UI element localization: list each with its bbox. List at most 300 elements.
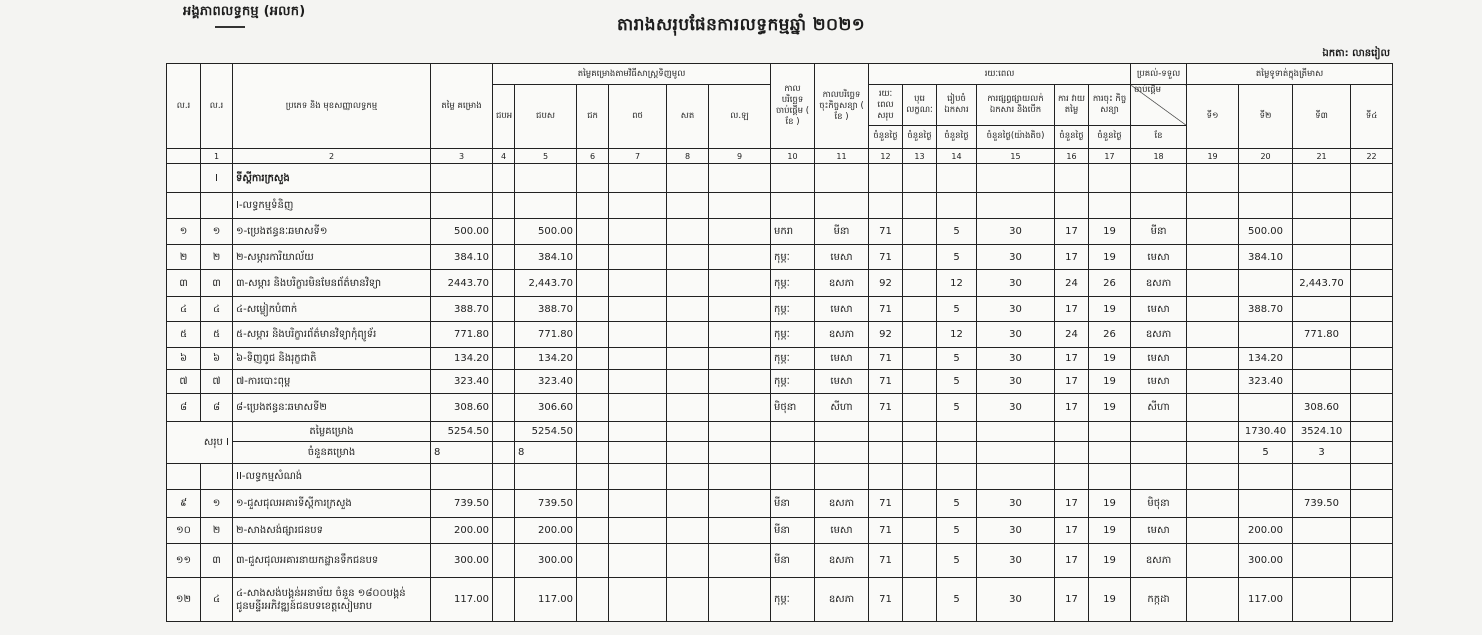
row-no: ២ xyxy=(167,245,201,270)
header-row-1 xyxy=(167,64,1393,85)
empty-cell xyxy=(1055,422,1089,442)
colnum-4: 4 xyxy=(493,149,515,164)
empty-cell xyxy=(1089,422,1131,442)
colnum-16: 16 xyxy=(1055,149,1089,164)
colnum-14: 14 xyxy=(937,149,977,164)
empty-cell xyxy=(577,297,609,322)
col-header-delivery-start xyxy=(1131,85,1187,126)
row-no: ៧ xyxy=(167,370,201,394)
row-delivery-month: មេសា xyxy=(1131,245,1187,270)
row-total-days: 71 xyxy=(869,245,903,270)
empty-cell xyxy=(1055,442,1089,464)
row-sign-days: 19 xyxy=(1089,544,1131,578)
row-total-days: 71 xyxy=(869,394,903,422)
row-total-days: 71 xyxy=(869,297,903,322)
row-sign-days: 19 xyxy=(1089,518,1131,544)
column-number-row xyxy=(167,149,1393,164)
delivery-start-label: ចាប់ផ្តើម xyxy=(1134,85,1162,95)
empty-cell xyxy=(577,348,609,370)
empty-cell xyxy=(1187,164,1239,193)
colnum-6: 6 xyxy=(577,149,609,164)
empty-cell xyxy=(903,490,937,518)
empty-cell xyxy=(1187,442,1239,464)
unit-days-min: ចំនួនថ្ងៃ(យ៉ាងតិច) xyxy=(977,126,1055,149)
row-publish-days: 30 xyxy=(977,490,1055,518)
row-estimate: 200.00 xyxy=(431,518,493,544)
row-item-name: ១-ជួសជុលអគារទីស្តីការក្រសួង xyxy=(233,490,431,518)
colnum-8: 8 xyxy=(667,149,709,164)
row-contract-month: មេសា xyxy=(815,245,869,270)
col-group-duration: រយៈពេល xyxy=(869,64,1131,85)
row-no: ៨ xyxy=(167,394,201,422)
empty-cell xyxy=(937,193,977,219)
row-q3-amount xyxy=(1293,370,1351,394)
empty-cell xyxy=(709,370,771,394)
row-no: ៩ xyxy=(167,490,201,518)
row-sign-days: 19 xyxy=(1089,370,1131,394)
row-jbs-amount: 134.20 xyxy=(515,348,577,370)
empty-cell xyxy=(1089,464,1131,490)
empty-cell xyxy=(903,544,937,578)
empty-cell xyxy=(1055,464,1089,490)
section-title: ទីស្តីការក្រសួង xyxy=(233,164,431,193)
col-header-f4: ពថ xyxy=(609,85,667,149)
row-sub-no: ៨ xyxy=(201,394,233,422)
empty-cell xyxy=(609,245,667,270)
row-q2-amount: 300.00 xyxy=(1239,544,1293,578)
row-eval-days: 17 xyxy=(1055,348,1089,370)
empty-cell xyxy=(709,422,771,442)
empty-cell xyxy=(609,394,667,422)
empty-cell xyxy=(903,270,937,297)
row-q3-amount: 771.80 xyxy=(1293,322,1351,348)
row-prep-days: 5 xyxy=(937,490,977,518)
subtotal-estimate: 5254.50 xyxy=(431,422,493,442)
row-sign-days: 19 xyxy=(1089,219,1131,245)
empty-cell xyxy=(1351,322,1393,348)
row-jbs-amount: 2,443.70 xyxy=(515,270,577,297)
empty-cell xyxy=(977,164,1055,193)
empty-cell xyxy=(493,490,515,518)
empty-cell xyxy=(667,544,709,578)
row-start-month: មីនា xyxy=(771,544,815,578)
empty-cell xyxy=(709,164,771,193)
col-header-publish: ការផ្សព្វផ្សាយលក់ ឯកសារ និងបើក xyxy=(977,85,1055,126)
section-row xyxy=(167,164,1393,193)
table-row xyxy=(167,394,1393,422)
empty-cell xyxy=(493,270,515,297)
row-sub-no: ៣ xyxy=(201,544,233,578)
empty-cell xyxy=(667,394,709,422)
row-jbs-amount: 323.40 xyxy=(515,370,577,394)
row-sub-no: ៦ xyxy=(201,348,233,370)
empty-cell xyxy=(493,370,515,394)
colnum-1: 1 xyxy=(201,149,233,164)
colnum-13: 13 xyxy=(903,149,937,164)
empty-cell xyxy=(667,490,709,518)
organization-name: អង្គភាពលទ្ធកម្ម (អលក) xyxy=(183,4,306,19)
row-q3-amount: 739.50 xyxy=(1293,490,1351,518)
table-row xyxy=(167,297,1393,322)
empty-cell xyxy=(577,578,609,622)
row-jbs-amount: 388.70 xyxy=(515,297,577,322)
row-no: ១ xyxy=(167,219,201,245)
empty-cell xyxy=(493,193,515,219)
row-item-name: ៦-ទិញពូជ និងរុក្ខជាតិ xyxy=(233,348,431,370)
row-estimate: 739.50 xyxy=(431,490,493,518)
row-delivery-month: ឧសភា xyxy=(1131,322,1187,348)
empty-cell xyxy=(977,422,1055,442)
empty-cell xyxy=(1089,193,1131,219)
row-contract-month: មេសា xyxy=(815,370,869,394)
row-eval-days: 17 xyxy=(1055,297,1089,322)
row-contract-month: មេសា xyxy=(815,518,869,544)
empty-cell xyxy=(167,193,201,219)
colnum-18: 18 xyxy=(1131,149,1187,164)
empty-cell xyxy=(493,322,515,348)
row-q3-amount xyxy=(1293,544,1351,578)
empty-cell xyxy=(1351,193,1393,219)
table-row xyxy=(167,370,1393,394)
row-sub-no: ៣ xyxy=(201,270,233,297)
section-roman: I xyxy=(201,164,233,193)
row-item-name: ១-ប្រេងឥន្ធនៈឆមាសទី១ xyxy=(233,219,431,245)
empty-cell xyxy=(667,245,709,270)
empty-cell xyxy=(903,518,937,544)
empty-cell xyxy=(493,394,515,422)
empty-cell xyxy=(1131,442,1187,464)
subtotal-q3: 3524.10 xyxy=(1293,422,1351,442)
row-estimate: 384.10 xyxy=(431,245,493,270)
colnum-20: 20 xyxy=(1239,149,1293,164)
row-eval-days: 24 xyxy=(1055,270,1089,297)
row-sign-days: 19 xyxy=(1089,245,1131,270)
empty-cell xyxy=(771,193,815,219)
row-q3-amount xyxy=(1293,578,1351,622)
empty-cell xyxy=(1351,442,1393,464)
colnum-9: 9 xyxy=(709,149,771,164)
col-header-f5: សត xyxy=(667,85,709,149)
row-q2-amount xyxy=(1239,394,1293,422)
empty-cell xyxy=(431,164,493,193)
table-body xyxy=(167,64,1393,622)
row-q3-amount: 308.60 xyxy=(1293,394,1351,422)
empty-cell xyxy=(1187,544,1239,578)
row-publish-days: 30 xyxy=(977,297,1055,322)
empty-cell xyxy=(201,464,233,490)
row-sub-no: ៤ xyxy=(201,297,233,322)
row-eval-days: 17 xyxy=(1055,370,1089,394)
empty-cell xyxy=(167,164,201,193)
row-contract-month: ឧសភា xyxy=(815,322,869,348)
empty-cell xyxy=(1351,219,1393,245)
row-contract-month: សីហា xyxy=(815,394,869,422)
col-header-f3: ជក xyxy=(577,85,609,149)
row-eval-days: 17 xyxy=(1055,219,1089,245)
empty-cell xyxy=(493,442,515,464)
row-prep-days: 5 xyxy=(937,348,977,370)
empty-cell xyxy=(493,544,515,578)
empty-cell xyxy=(1055,164,1089,193)
row-estimate: 323.40 xyxy=(431,370,493,394)
empty-cell xyxy=(1187,219,1239,245)
row-start-month: មីនា xyxy=(771,518,815,544)
colnum-10: 10 xyxy=(771,149,815,164)
colnum-11: 11 xyxy=(815,149,869,164)
empty-cell xyxy=(609,490,667,518)
row-item-name: ២-សម្ភារការិយាល័យ xyxy=(233,245,431,270)
table-row xyxy=(167,245,1393,270)
empty-cell xyxy=(903,578,937,622)
row-start-month: កុម្ភៈ xyxy=(771,578,815,622)
row-q2-amount: 388.70 xyxy=(1239,297,1293,322)
row-publish-days: 30 xyxy=(977,544,1055,578)
row-jbs-amount: 300.00 xyxy=(515,544,577,578)
empty-cell xyxy=(1351,245,1393,270)
empty-cell xyxy=(771,442,815,464)
document-title: តារាងសរុបផែនការលទ្ធកម្មឆ្នាំ ២០២១ xyxy=(616,15,865,35)
empty-cell xyxy=(431,464,493,490)
empty-cell xyxy=(515,164,577,193)
row-sub-no: ១ xyxy=(201,219,233,245)
empty-cell xyxy=(667,518,709,544)
row-sign-days: 26 xyxy=(1089,322,1131,348)
colnum-2: 2 xyxy=(233,149,431,164)
empty-cell xyxy=(903,219,937,245)
col-header-pre: បុរេ លក្ខណៈ xyxy=(903,85,937,126)
empty-cell xyxy=(1187,245,1239,270)
row-q2-amount: 384.10 xyxy=(1239,245,1293,270)
subtotal-count-q3: 3 xyxy=(1293,442,1351,464)
empty-cell xyxy=(815,193,869,219)
row-delivery-month: កក្កដា xyxy=(1131,578,1187,622)
empty-cell xyxy=(201,193,233,219)
empty-cell xyxy=(937,442,977,464)
empty-cell xyxy=(1351,164,1393,193)
row-estimate: 308.60 xyxy=(431,394,493,422)
empty-cell xyxy=(1239,464,1293,490)
row-sub-no: ១ xyxy=(201,490,233,518)
row-publish-days: 30 xyxy=(977,322,1055,348)
empty-cell xyxy=(709,464,771,490)
table-row xyxy=(167,518,1393,544)
colnum-5: 5 xyxy=(515,149,577,164)
col-header-start: កាល បរិច្ឆេទ ចាប់ផ្តើម ( ខែ ) xyxy=(771,64,815,149)
empty-cell xyxy=(1351,297,1393,322)
row-q2-amount: 134.20 xyxy=(1239,348,1293,370)
row-total-days: 71 xyxy=(869,518,903,544)
unit-days: ចំនួនថ្ងៃ xyxy=(869,126,903,149)
empty-cell xyxy=(903,164,937,193)
empty-cell xyxy=(431,193,493,219)
empty-cell xyxy=(903,394,937,422)
row-prep-days: 5 xyxy=(937,370,977,394)
colnum-21: 21 xyxy=(1293,149,1351,164)
empty-cell xyxy=(1089,442,1131,464)
empty-cell xyxy=(609,518,667,544)
subtotal-label: សរុប I xyxy=(167,422,233,464)
row-contract-month: មេសា xyxy=(815,297,869,322)
row-no: ៣ xyxy=(167,270,201,297)
col-header-prepare-docs: រៀបចំ ឯកសារ xyxy=(937,85,977,126)
colnum-7: 7 xyxy=(609,149,667,164)
colnum-22: 22 xyxy=(1351,149,1393,164)
row-total-days: 92 xyxy=(869,270,903,297)
row-total-days: 71 xyxy=(869,544,903,578)
row-total-days: 71 xyxy=(869,490,903,518)
empty-cell xyxy=(1055,193,1089,219)
row-publish-days: 30 xyxy=(977,370,1055,394)
empty-cell xyxy=(493,422,515,442)
table-row xyxy=(167,348,1393,370)
empty-cell xyxy=(903,193,937,219)
empty-cell xyxy=(869,193,903,219)
row-total-days: 71 xyxy=(869,370,903,394)
row-eval-days: 24 xyxy=(1055,322,1089,348)
empty-cell xyxy=(609,164,667,193)
row-q2-amount xyxy=(1239,490,1293,518)
empty-cell xyxy=(903,442,937,464)
row-jbs-amount: 500.00 xyxy=(515,219,577,245)
empty-cell xyxy=(709,518,771,544)
empty-cell xyxy=(577,219,609,245)
table-row xyxy=(167,270,1393,297)
row-estimate: 500.00 xyxy=(431,219,493,245)
row-q3-amount xyxy=(1293,245,1351,270)
empty-cell xyxy=(1351,394,1393,422)
row-estimate: 771.80 xyxy=(431,322,493,348)
row-prep-days: 5 xyxy=(937,578,977,622)
empty-cell xyxy=(1351,270,1393,297)
empty-cell xyxy=(903,464,937,490)
empty-cell xyxy=(577,544,609,578)
empty-cell xyxy=(609,370,667,394)
empty-cell xyxy=(1187,578,1239,622)
empty-cell xyxy=(577,464,609,490)
row-jbs-amount: 739.50 xyxy=(515,490,577,518)
empty-cell xyxy=(709,245,771,270)
empty-cell xyxy=(493,245,515,270)
empty-cell xyxy=(667,464,709,490)
empty-cell xyxy=(167,464,201,490)
row-q2-amount xyxy=(1239,322,1293,348)
table-row xyxy=(167,490,1393,518)
row-sign-days: 26 xyxy=(1089,270,1131,297)
empty-cell xyxy=(667,297,709,322)
row-sign-days: 19 xyxy=(1089,578,1131,622)
empty-cell xyxy=(1293,193,1351,219)
row-sign-days: 19 xyxy=(1089,348,1131,370)
col-header-contract: កាលបរិច្ឆេទ ចុះកិច្ចសន្យា ( ខែ ) xyxy=(815,64,869,149)
row-contract-month: ឧសភា xyxy=(815,578,869,622)
empty-cell xyxy=(903,245,937,270)
colnum-3: 3 xyxy=(431,149,493,164)
empty-cell xyxy=(493,164,515,193)
row-no: ១២ xyxy=(167,578,201,622)
empty-cell xyxy=(1187,297,1239,322)
empty-cell xyxy=(815,442,869,464)
empty-cell xyxy=(709,578,771,622)
subsection-title: II-លទ្ធកម្មសំណង់ xyxy=(233,464,431,490)
subtotal-count-q2: 5 xyxy=(1239,442,1293,464)
empty-cell xyxy=(609,193,667,219)
row-prep-days: 5 xyxy=(937,245,977,270)
col-header-sub-no: ល.រ xyxy=(201,64,233,149)
row-item-name: ៤-សាងសង់បង្គន់អនាម័យ ចំនួន ១៨០០បង្គន់ ជូនមន្ទីរអភិវឌ្ឍន៍ជនបទខេត្តសៀមរាប xyxy=(233,578,431,622)
row-prep-days: 12 xyxy=(937,270,977,297)
row-start-month: កុម្ភៈ xyxy=(771,370,815,394)
row-delivery-month: មីនា xyxy=(1131,219,1187,245)
empty-cell xyxy=(1131,422,1187,442)
empty-cell xyxy=(977,442,1055,464)
row-delivery-month: មិថុនា xyxy=(1131,490,1187,518)
row-publish-days: 30 xyxy=(977,245,1055,270)
row-estimate: 300.00 xyxy=(431,544,493,578)
row-start-month: មីនា xyxy=(771,490,815,518)
row-q2-amount: 323.40 xyxy=(1239,370,1293,394)
empty-cell xyxy=(609,422,667,442)
col-group-quarter: តម្លៃទូទាត់ក្នុងត្រីមាស xyxy=(1187,64,1393,85)
empty-cell xyxy=(709,219,771,245)
empty-cell xyxy=(903,422,937,442)
empty-cell xyxy=(493,348,515,370)
row-item-name: ២-សាងសង់ផ្សារជនបទ xyxy=(233,518,431,544)
subsection-goods-row xyxy=(167,193,1393,219)
col-header-evaluation: ការ វាយតម្លៃ xyxy=(1055,85,1089,126)
colnum-15: 15 xyxy=(977,149,1055,164)
row-sub-no: ៥ xyxy=(201,322,233,348)
row-no: ៦ xyxy=(167,348,201,370)
empty-cell xyxy=(515,464,577,490)
empty-cell xyxy=(1187,422,1239,442)
row-sub-no: ៧ xyxy=(201,370,233,394)
empty-cell xyxy=(1187,394,1239,422)
col-header-q1: ទី១ xyxy=(1187,85,1239,149)
row-jbs-amount: 200.00 xyxy=(515,518,577,544)
row-start-month: កុម្ភៈ xyxy=(771,245,815,270)
empty-cell xyxy=(709,348,771,370)
empty-cell xyxy=(709,394,771,422)
colnum-19: 19 xyxy=(1187,149,1239,164)
empty-cell xyxy=(937,422,977,442)
empty-cell xyxy=(937,164,977,193)
row-jbs-amount: 117.00 xyxy=(515,578,577,622)
empty-cell xyxy=(609,322,667,348)
row-q2-amount: 200.00 xyxy=(1239,518,1293,544)
empty-cell xyxy=(493,464,515,490)
row-delivery-month: មេសា xyxy=(1131,370,1187,394)
col-group-funding: តម្លៃគម្រោងតាមវិធីសាស្ត្រទិញមូល xyxy=(493,64,771,85)
unit-days: ចំនួនថ្ងៃ xyxy=(1089,126,1131,149)
unit-month: ខែ xyxy=(1131,126,1187,149)
row-eval-days: 17 xyxy=(1055,518,1089,544)
empty-cell xyxy=(709,270,771,297)
empty-cell xyxy=(903,370,937,394)
row-item-name: ៣-សម្ភារ និងបរិក្ខារមិនមែនព័ត៌មានវិទ្យា xyxy=(233,270,431,297)
empty-cell xyxy=(1351,544,1393,578)
col-header-estimate: តម្លៃ គម្រោង xyxy=(431,64,493,149)
empty-cell xyxy=(515,193,577,219)
empty-cell xyxy=(869,164,903,193)
row-item-name: ៥-សម្ភារ និងបរិក្ខារព័ត៌មានវិទ្យាកុំព្យូទ័រ xyxy=(233,322,431,348)
empty-cell xyxy=(609,297,667,322)
empty-cell xyxy=(815,164,869,193)
row-publish-days: 30 xyxy=(977,394,1055,422)
row-start-month: កុម្ភៈ xyxy=(771,270,815,297)
row-total-days: 71 xyxy=(869,219,903,245)
empty-cell xyxy=(493,518,515,544)
empty-cell xyxy=(667,578,709,622)
